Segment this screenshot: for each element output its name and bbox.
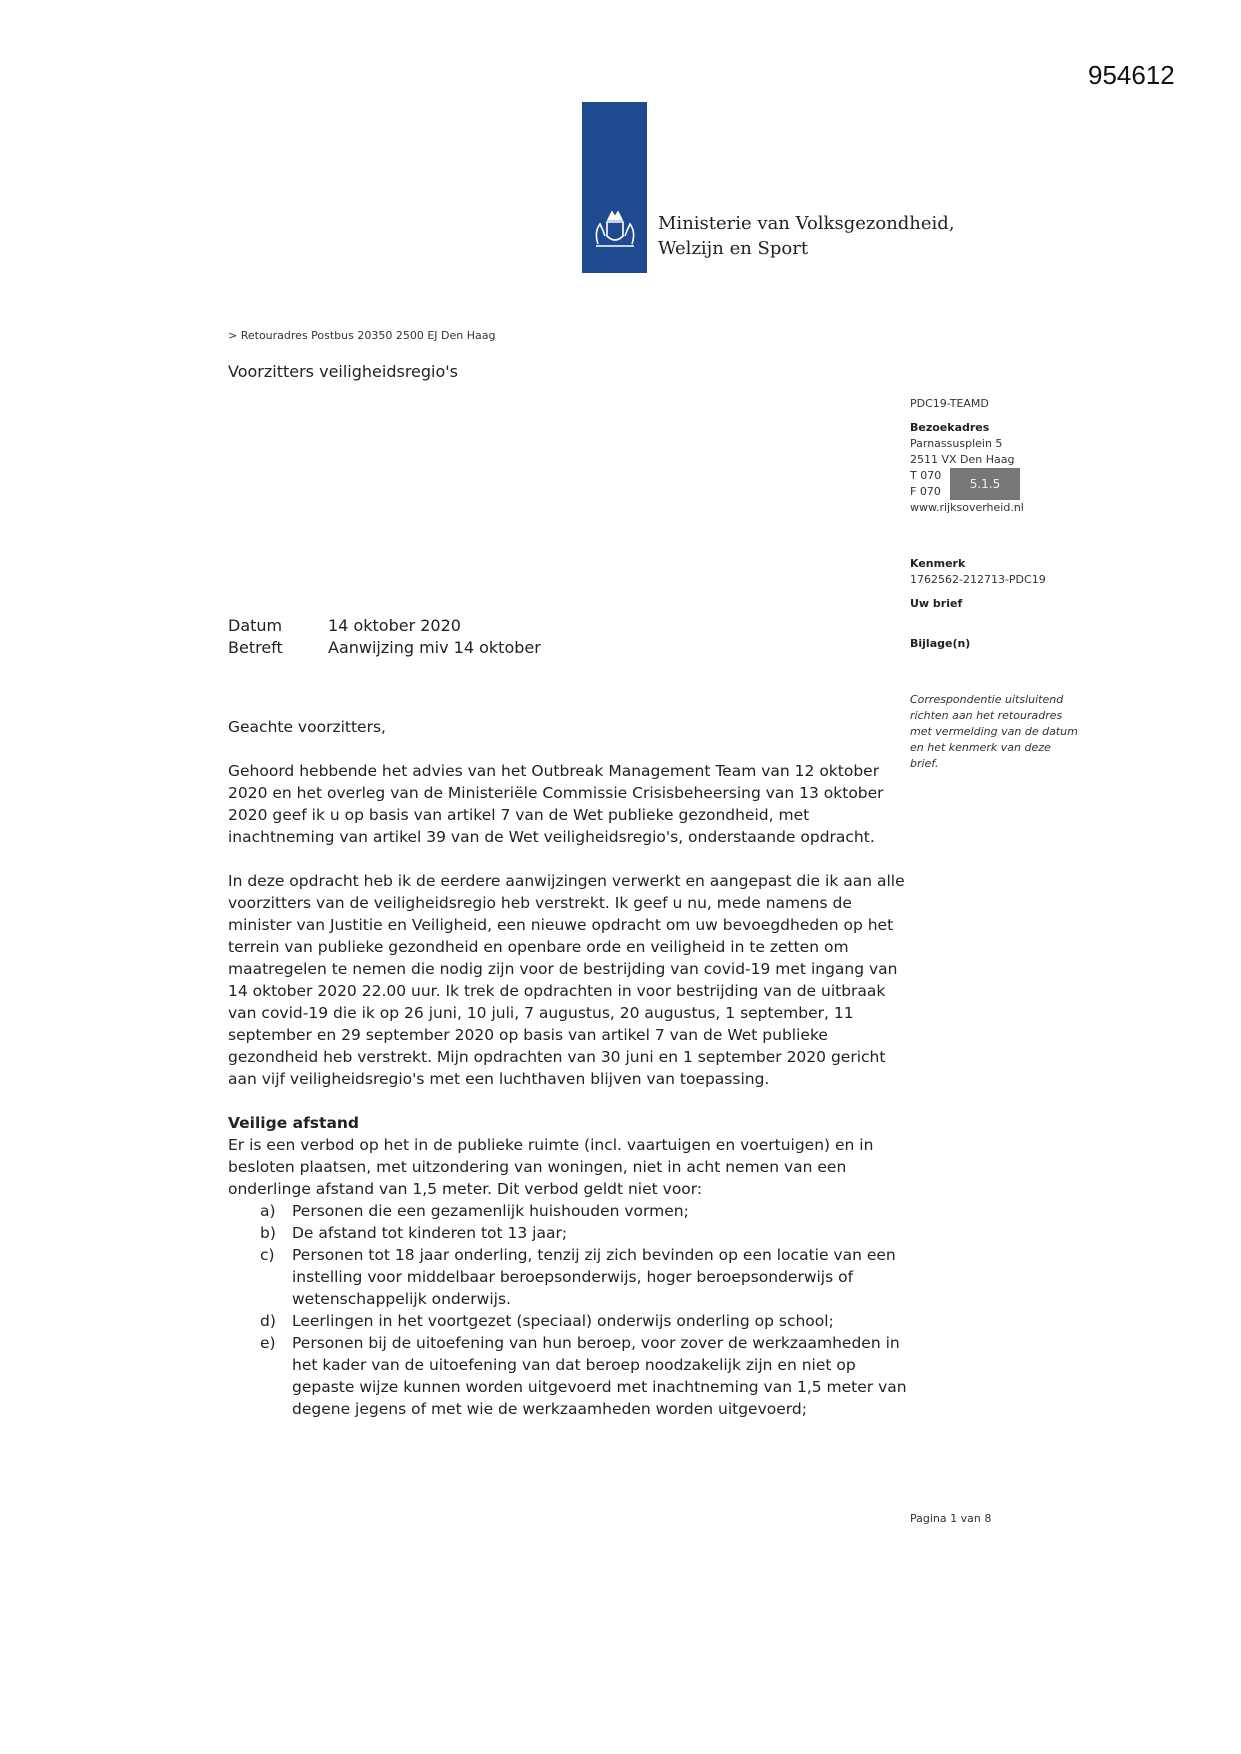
list-item: e) Personen bij de uitoefening van hun beroep, voor zover de werkzaamheden in het kader van de uitoefening van dat beroep noodzakelijk zijn en niet op gepaste wijze kunnen worden uitgevoerd met inachtneming van 1,5 meter van degene jegens of met wie de werkzaamheden worden uitgevoerd;: [260, 1334, 907, 1418]
royal-crest-icon: [590, 206, 640, 252]
visit-street: Parnassusplein 5: [910, 437, 1003, 450]
visit-address-label: Bezoekadres: [910, 421, 990, 434]
paragraph-1: Gehoord hebbende het advies van het Outbreak Management Team van 12 oktober 2020 en het overleg van de Ministeriële Commissie Crisisbeheersing van 13 oktober 2020 geef ik u op basis van artikel 7 van de Wet publieke gezondheid, met inachtneming van artikel 39 van de Wet veiligheidsregio's, onderstaande opdracht.: [228, 762, 884, 846]
recipient: Voorzitters veiligheidsregio's: [228, 362, 459, 381]
return-address: > Retouradres Postbus 20350 2500 EJ Den Haag: [228, 329, 496, 342]
page-number: Pagina 1 van 8: [910, 1512, 992, 1525]
salutation: Geachte voorzitters,: [228, 718, 386, 736]
attachments-label: Bijlage(n): [910, 637, 971, 650]
date-label: Datum: [228, 616, 283, 635]
reference-label: Kenmerk: [910, 557, 966, 570]
correspondence-note: Correspondentie uitsluitend richten aan het retouradres met vermelding van de datum en het kenmerk van deze brief.: [910, 693, 1078, 770]
redaction-box: 5.1.5: [950, 468, 1020, 500]
reference-value: 1762562-212713-PDC19: [910, 573, 1046, 586]
exception-list: [228, 1200, 908, 1420]
subject-label: Betreft: [228, 638, 283, 657]
reference-block: [910, 556, 1046, 588]
visit-city: 2511 VX Den Haag: [910, 453, 1015, 466]
phone-number: T 070: [910, 469, 942, 482]
letter-body: [228, 716, 908, 1420]
ministry-name-line1: Ministerie van Volksgezondheid,: [658, 213, 955, 234]
subject-value: Aanwijzing miv 14 oktober: [328, 638, 541, 657]
ministry-name-line2: Welzijn en Sport: [658, 238, 809, 259]
paragraph-2: In deze opdracht heb ik de eerdere aanwijzingen verwerkt en aangepast die ik aan alle voorzitters van de veiligheidsregio heb verstrekt. Ik geef u nu, mede namens de minister van Justitie en Veiligheid, een nieuwe opdracht om uw bevoegdheden op het terrein van publieke gezondheid en openbare orde en veiligheid in te zetten om maatregelen te nemen die nodig zijn voor de bestrijding van covid-19 met ingang van 14 oktober 2020 22.00 uur. Ik trek de opdrachten in voor bestrijding van de uitbraak van covid-19 die ik op 26 juni, 10 juli, 7 augustus, 20 augustus, 1 september, 11 september en 29 september 2020 op basis van artikel 7 van de Wet publieke gezondheid heb verstrekt. Mijn opdrachten van 30 juni en 1 september 2020 gericht aan vijf veiligheidsregio's met een luchthaven blijven van toepassing.: [228, 872, 905, 1088]
document-number: 954612: [1088, 60, 1175, 90]
section-title: Veilige afstand: [228, 1114, 360, 1132]
your-letter-label: Uw brief: [910, 597, 963, 610]
list-item: c) Personen tot 18 jaar onderling, tenzij zij zich bevinden op een locatie van een instelling voor middelbaar beroepsonderwijs, hoger beroepsonderwijs of wetenschappelijk onderwijs.: [260, 1246, 896, 1308]
org-code: PDC19-TEAMD: [910, 397, 989, 410]
list-item: b) De afstand tot kinderen tot 13 jaar;: [260, 1224, 568, 1242]
fax-number: F 070: [910, 485, 941, 498]
date-value: 14 oktober 2020: [328, 616, 461, 635]
ministry-name: [658, 211, 955, 261]
website-link[interactable]: www.rijksoverheid.nl: [910, 501, 1024, 514]
section-intro: Er is een verbod op het in de publieke ruimte (incl. vaartuigen en voertuigen) en in besloten plaatsen, met uitzondering van woningen, niet in acht nemen van een onderlinge afstand van 1,5 meter. Dit verbod geldt niet voor:: [228, 1136, 874, 1198]
letter-meta: [228, 615, 541, 659]
list-item: d) Leerlingen in het voortgezet (speciaal) onderwijs onderling op school;: [260, 1312, 834, 1330]
list-item: a) Personen die een gezamenlijk huishouden vormen;: [260, 1202, 689, 1220]
